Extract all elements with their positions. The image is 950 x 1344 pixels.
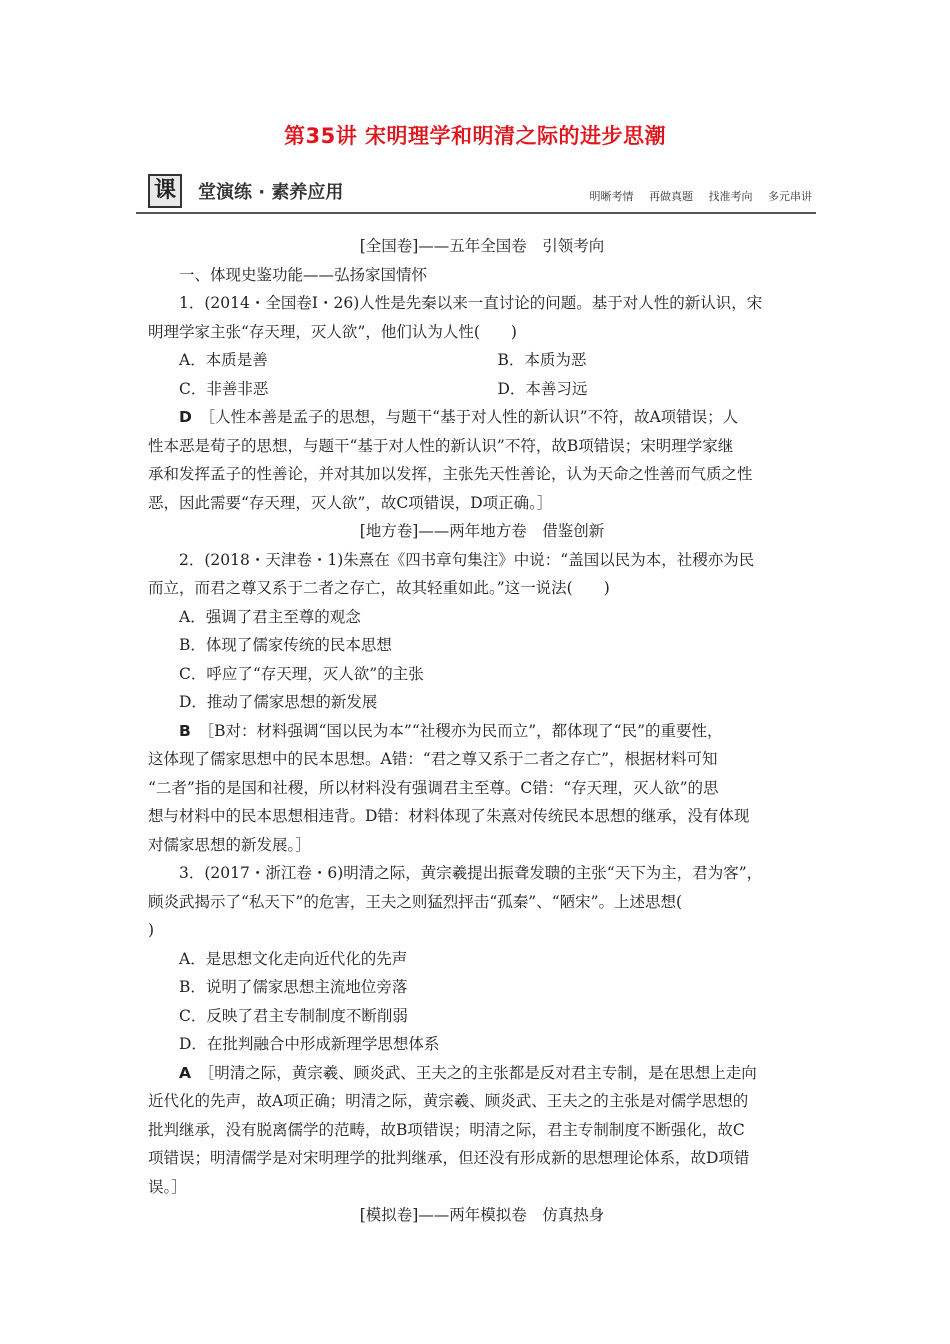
option-d: D．本善习远 [497, 379, 588, 398]
explanation-text: ［人性本善是孟子的思想，与题干“基于对人性的新认识”不符，故A项错误；人 [207, 408, 739, 426]
question-3-explanation-line: 误。］ [148, 1177, 187, 1196]
option-c: C．呼应了“存天理，灭人欲”的主张 [179, 664, 424, 683]
option-d: D．推动了儒家思想的新发展 [179, 693, 378, 711]
question-1-explanation-line [148, 403, 816, 432]
section-heading: [地方卷]——两年地方卷 借鉴创新 [359, 522, 605, 540]
page-title: 第35讲 宋明理学和明清之际的进步思潮 [283, 124, 667, 148]
question-2-explanation-line: 这体现了儒家思想中的民本思想。A错：“君之尊又系于二者之存亡”，根据材料可知 [148, 750, 718, 768]
explanation-text: ［明清之际，黄宗羲、顾炎武、王夫之的主张都是反对君主专制，是在思想上走向 [206, 1063, 757, 1082]
section-heading: [全国卷]——五年全国卷 引领考向 [359, 237, 605, 255]
option-d: D．在批判融合中形成新理学思想体系 [179, 1035, 440, 1053]
question-2-stem-line: 2．(2018・天津卷・1)朱熹在《四书章句集注》中说：“盖国以民为本，社稷亦为民 [179, 550, 755, 569]
explanation-text: ［B对：材料强调“国以民为本”“社稷亦为民而立”，都体现了“民”的重要性， [206, 721, 723, 740]
banner-tag: 明晰考情 [589, 190, 634, 203]
answer-letter: B [179, 721, 191, 740]
answer-letter: D [179, 408, 192, 426]
option-c: C．反映了君主专制制度不断削弱 [179, 1006, 408, 1025]
question-3-explanation-line [148, 1059, 816, 1088]
option-a: A．本质是善 [179, 351, 268, 369]
option-b: B．本质为恶 [497, 351, 587, 369]
document-body [148, 232, 816, 1230]
banner-tag: 找准考向 [708, 190, 753, 203]
question-1-stem-line: 1．(2014・全国卷Ⅰ・26)人性是先秦以来一直讨论的问题。基于对人性的新认识，宋 [179, 294, 763, 312]
banner-text: 堂演练 · 素养应用 [198, 182, 344, 203]
option-a: A．强调了君主至尊的观念 [179, 607, 361, 626]
answer-letter: A [179, 1063, 191, 1082]
banner-char-box: 课 [148, 174, 182, 208]
question-2-explanation-line: “二者”指的是国和社稷，所以材料没有强调君主至尊。C错：“存天理，灭人欲”的思 [148, 778, 719, 797]
question-1-options-row [148, 375, 816, 404]
option-a: A．是思想文化走向近代化的先声 [179, 949, 408, 968]
banner-tag: 多元串讲 [768, 190, 812, 203]
question-2-stem-line: 而立，而君之尊又系于二者之存亡，故其轻重如此。”这一说法( ) [148, 579, 610, 597]
option-b: B．体现了儒家传统的民本思想 [179, 636, 392, 654]
question-1-explanation-line: 承和发挥孟子的性善论，并对其加以发挥，主张先天性善论，认为天命之性善而气质之性 [148, 465, 753, 483]
question-2-explanation-line [148, 717, 816, 746]
question-2-explanation-line: 对儒家思想的新发展。］ [148, 835, 311, 854]
option-b: B．说明了儒家思想主流地位旁落 [179, 978, 408, 996]
section-heading: [模拟卷]——两年模拟卷 仿真热身 [359, 1206, 605, 1224]
banner-tags [578, 188, 813, 204]
section-banner [136, 172, 816, 214]
question-1-options-row [148, 346, 816, 375]
banner-tag: 再做真题 [649, 190, 693, 203]
question-1-stem-line: 明理学家主张“存天理，灭人欲”，他们认为人性( ) [148, 322, 517, 341]
question-3-explanation-line: 批判继承，没有脱离儒学的范畴，故B项错误；明清之际，君主专制制度不断强化，故C [148, 1120, 745, 1139]
subheading: 一、体现史鉴功能——弘扬家国情怀 [179, 265, 428, 284]
question-3-stem-line: 3．(2017・浙江卷・6)明清之际，黄宗羲提出振聋发聩的主张“天下为主，君为客”， [179, 864, 763, 882]
question-3-explanation-line: 近代化的先声，故A项正确；明清之际，黄宗羲、顾炎武、王夫之的主张是对儒学思想的 [148, 1092, 749, 1110]
question-3-explanation-line: 项错误；明清儒学是对宋明理学的批判继承，但还没有形成新的思想理论体系，故D项错 [148, 1149, 750, 1167]
question-3-stem-line: 顾炎武揭示了“私天下”的危害，王夫之则猛烈抨击“孤秦”、“陋宋”。上述思想( [148, 892, 683, 911]
question-3-stem-line: ) [148, 921, 155, 939]
question-2-explanation-line: 想与材料中的民本思想相违背。D错：材料体现了朱熹对传统民本思想的继承，没有体现 [148, 807, 750, 825]
option-c: C．非善非恶 [179, 379, 269, 398]
question-1-explanation-line: 性本恶是荀子的思想，与题干“基于对人性的新认识”不符，故B项错误；宋明理学家继 [148, 436, 734, 455]
question-1-explanation-line: 恶，因此需要“存天理，灭人欲”，故C项错误，D项正确。］ [148, 493, 553, 512]
